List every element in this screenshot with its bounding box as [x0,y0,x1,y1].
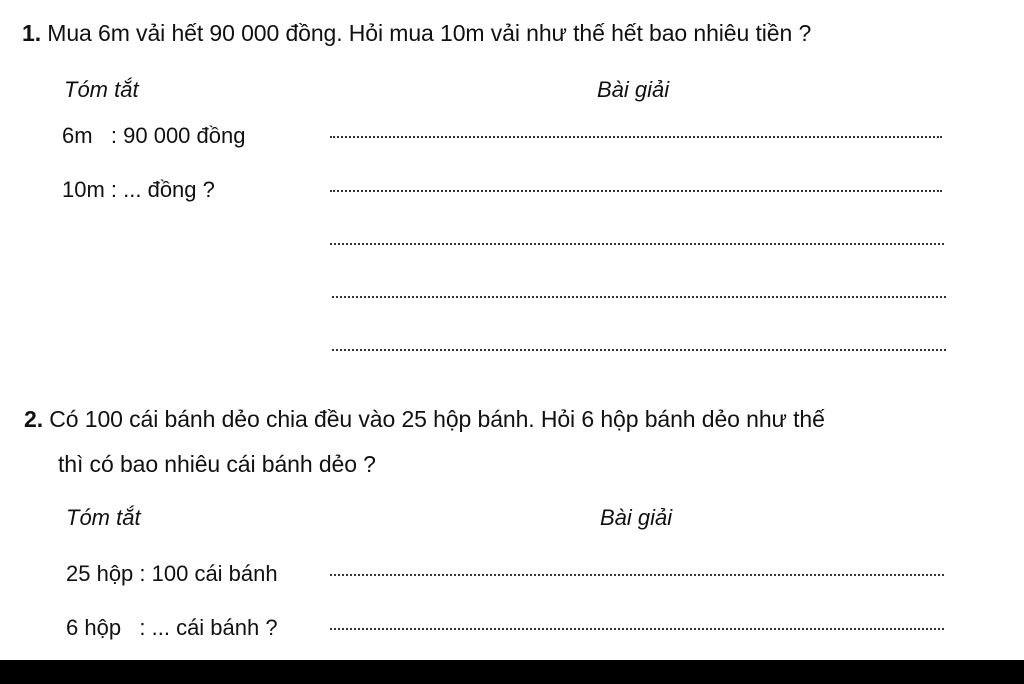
bottom-black-band [0,660,1024,684]
problem-1-number: 1. [22,20,41,46]
problem-2-text-line-1: Có 100 cái bánh dẻo chia đều vào 25 hộp bánh. Hỏi 6 hộp bánh dẻo như thế [49,406,825,432]
problem-2-solution-heading: Bài giải [600,505,673,530]
problem-2-number: 2. [24,406,43,432]
problem-1-answer-line-5[interactable] [332,349,946,351]
problem-2-summary-line-1: 25 hộp : 100 cái bánh [66,561,278,586]
problem-1-answer-line-4[interactable] [332,296,946,298]
problem-2-summary-heading: Tóm tắt [66,505,141,530]
problem-1-text: Mua 6m vải hết 90 000 đồng. Hỏi mua 10m vải như thế hết bao nhiêu tiền ? [47,20,812,46]
problem-2-answer-line-1[interactable] [330,574,944,576]
problem-1-summary-line-1: 6m : 90 000 đồng [62,123,246,148]
problem-1-summary-heading: Tóm tắt [64,77,139,102]
problem-1-solution-heading: Bài giải [597,77,670,102]
problem-1-question [22,20,811,47]
problem-1-answer-line-3[interactable] [330,243,944,245]
problem-2-summary-line-2: 6 hộp : ... cái bánh ? [66,615,278,640]
problem-2-answer-line-2[interactable] [330,628,944,630]
problem-1-summary-line-2: 10m : ... đồng ? [62,177,215,202]
problem-2-text-line-2: thì có bao nhiêu cái bánh dẻo ? [58,451,376,477]
problem-2-question-line-1 [24,406,825,433]
problem-1-answer-line-1[interactable] [330,136,942,138]
problem-1-answer-line-2[interactable] [330,190,942,192]
